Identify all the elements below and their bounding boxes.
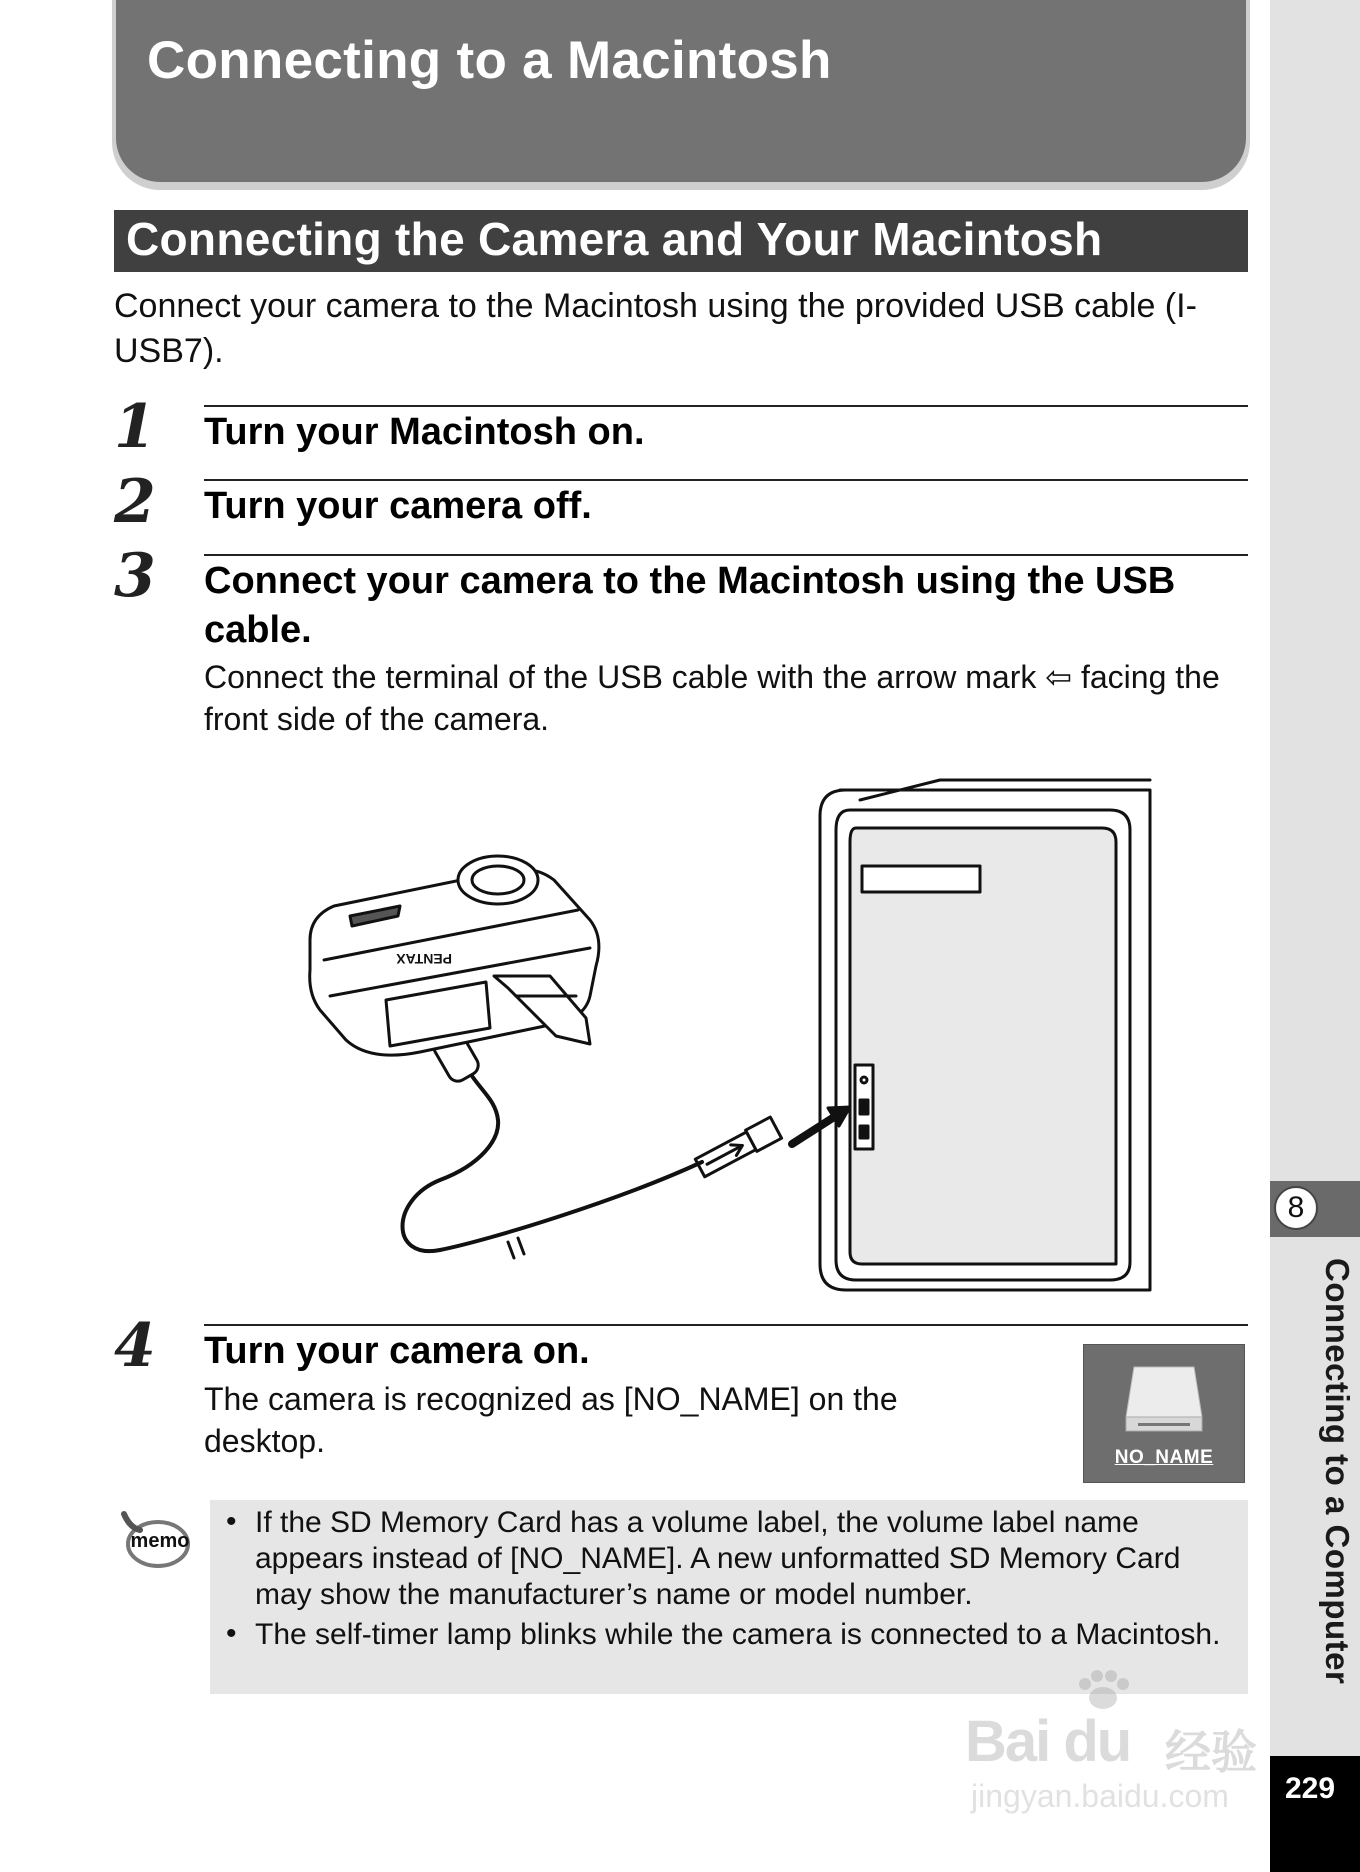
memo-item: If the SD Memory Card has a volume label, the volume label name appears instead of [NO_NAME]. A new unformatted SD Memory Card may show the manufacturer’s name or model number. [255,1506,1181,1611]
bullet-icon: • [226,1505,237,1538]
intro-paragraph: Connect your camera to the Macintosh using the provided USB cable (I-USB7). [114,287,1197,370]
bullet-icon: • [226,1617,237,1650]
step-divider [204,554,1248,556]
usb-connector-a [694,1117,781,1179]
watermark-cjk: 经验 [1165,1725,1257,1779]
page-title: Connecting to a Macintosh [147,31,832,90]
baidu-watermark [965,1668,1270,1818]
header-banner [116,0,1246,182]
memo-item: The self-timer lamp blinks while the camera is connected to a Macintosh. [255,1618,1221,1651]
step-body: Connect the terminal of the USB cable with the arrow mark ⇦ facing the front side of the camera. [204,659,1220,737]
step-number: 1 [114,392,156,462]
step-title: Turn your Macintosh on. [204,411,645,453]
step-divider [204,405,1248,407]
step-title: Connect your camera to the Macintosh using the USB cable. [204,560,1176,651]
page-number: 229 [1284,1772,1336,1805]
memo-icon [114,1508,192,1568]
chapter-title: Connecting to a Computer [1319,1258,1356,1685]
step-number: 3 [114,541,156,611]
step-title: Turn your camera off. [204,485,592,527]
computer-tower [820,780,1150,1290]
section-title: Connecting the Camera and Your Macintosh [126,213,1103,265]
camera [310,856,599,1055]
step-divider [204,1324,1248,1326]
step-body: The camera is recognized as [NO_NAME] on the desktop. [204,1381,898,1459]
camera-brand-text: PENTAX [396,951,452,967]
drive-label: NO_NAME [1114,1447,1214,1468]
step-title: Turn your camera on. [204,1330,590,1372]
chapter-number: 8 [1274,1186,1318,1230]
watermark-url: jingyan.baidu.com [971,1778,1229,1814]
memo-label: memo [130,1530,190,1552]
step-number: 4 [114,1311,156,1381]
step-number: 2 [114,467,156,537]
usb-connection-illustration [290,770,1190,1310]
drive-icon-tile [1083,1344,1245,1483]
watermark-brand: Bai du [965,1709,1131,1774]
paw-icon [1073,1668,1133,1712]
step-divider [204,479,1248,481]
